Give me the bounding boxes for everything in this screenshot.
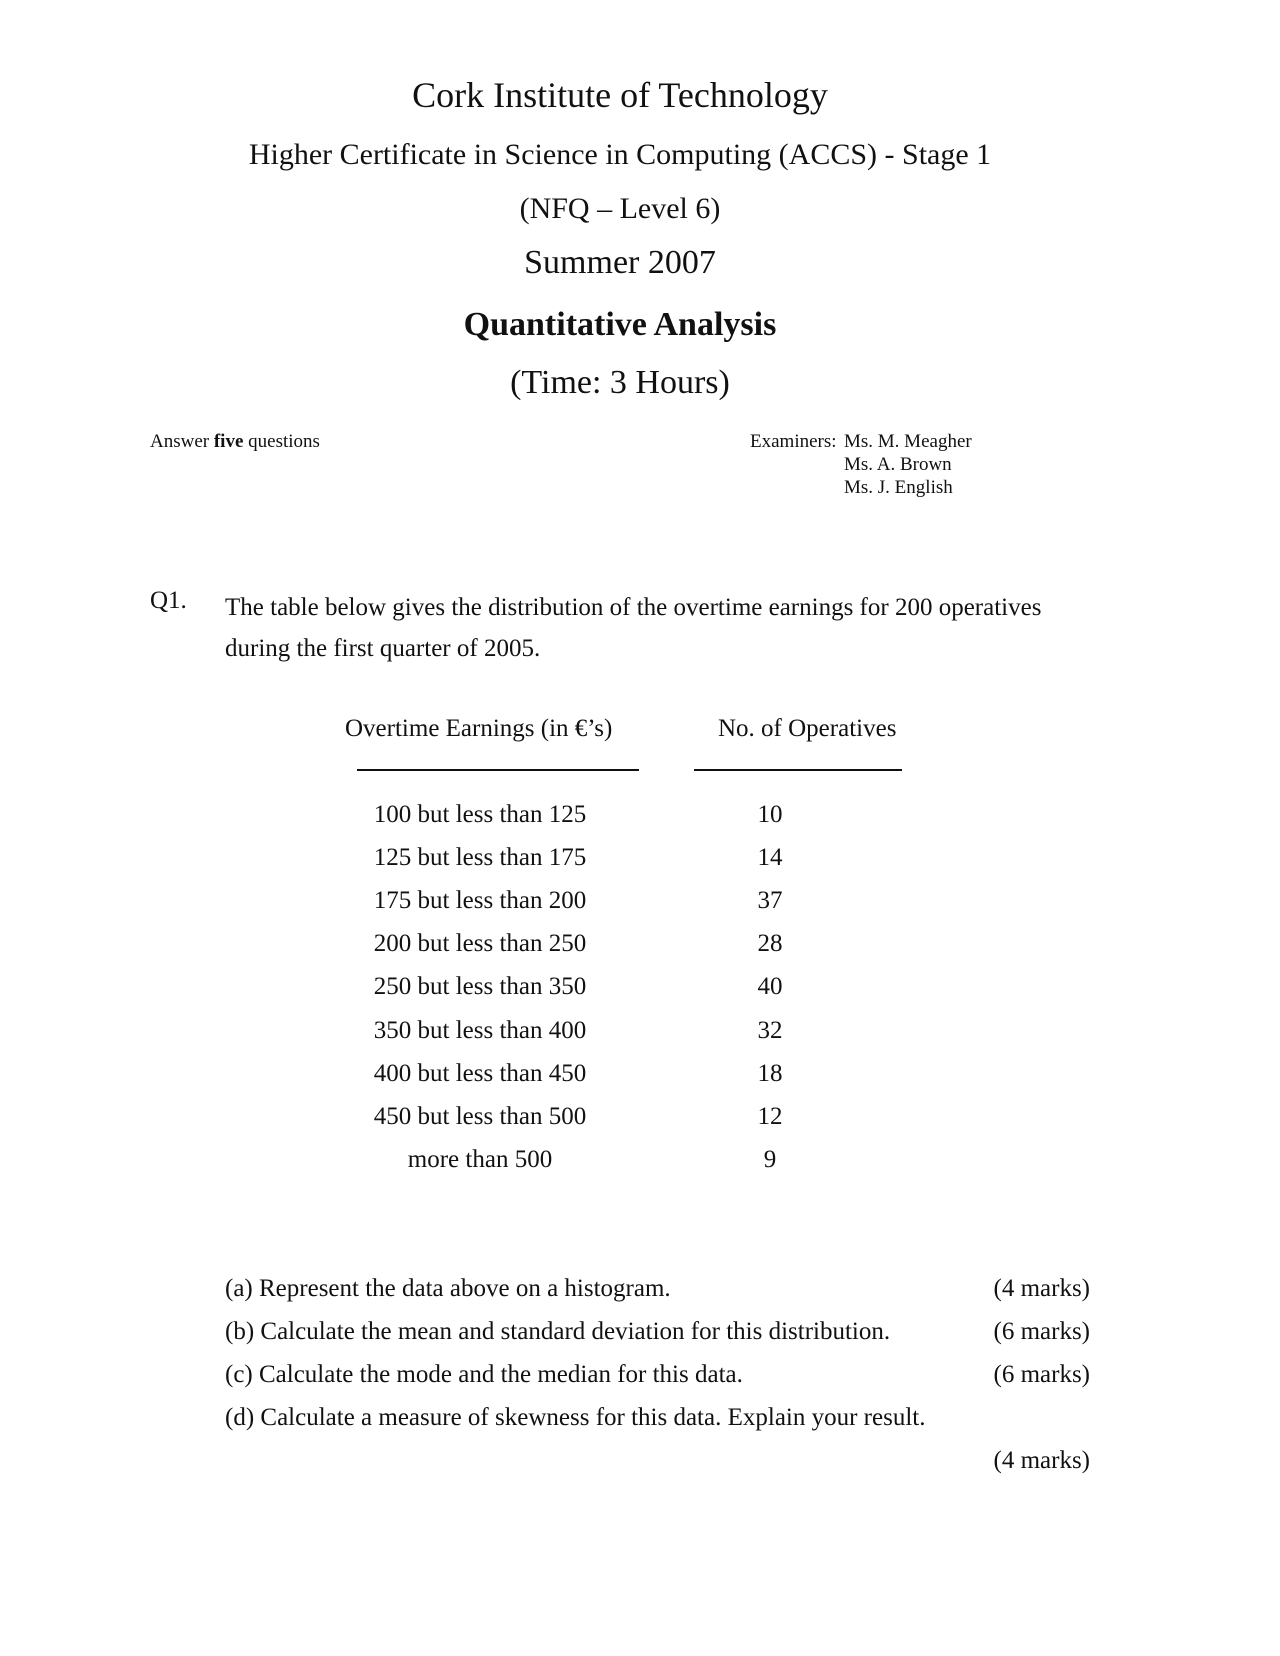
part-marks: (6 marks) [993, 1361, 1090, 1388]
part-marks: (4 marks) [993, 1275, 1090, 1302]
table-cell-operatives: 28 [757, 930, 783, 957]
header-underline [357, 769, 639, 771]
examiners-label: Examiners: [750, 431, 837, 452]
table-cell-operatives: 12 [757, 1103, 783, 1130]
exam-duration: (Time: 3 Hours) [510, 364, 730, 401]
header-underline [694, 769, 902, 771]
question-part: (d) Calculate a measure of skewness for this data. Explain your result. [225, 1404, 926, 1431]
table-cell-earnings: 175 but less than 200 [373, 887, 587, 914]
table-cell-earnings: 200 but less than 250 [373, 930, 587, 957]
table-header-earnings: Overtime Earnings (in €’s) [345, 715, 613, 742]
table-cell-operatives: 18 [757, 1060, 783, 1087]
part-marks: (4 marks) [993, 1447, 1090, 1474]
table-cell-earnings: 125 but less than 175 [373, 844, 587, 871]
exam-term: Summer 2007 [524, 244, 716, 281]
subject-title: Quantitative Analysis [463, 306, 777, 343]
programme-title: Higher Certificate in Science in Computing (ACCS) - Stage 1 [248, 138, 992, 171]
question-number: Q1. [150, 587, 187, 614]
question-part: (c) Calculate the mode and the median for this data. [225, 1361, 743, 1388]
table-cell-earnings: 250 but less than 350 [373, 973, 587, 1000]
question-text: The table below gives the distribution of the overtime earnings for 200 operatives during the first quarter of 2005. [225, 594, 1042, 662]
examiner-name: Ms. A. Brown [844, 454, 952, 475]
question-part: (a) Represent the data above on a histogram. [225, 1275, 671, 1302]
table-cell-earnings: more than 500 [407, 1146, 553, 1173]
table-cell-operatives: 14 [757, 844, 783, 871]
table-cell-earnings: 100 but less than 125 [373, 801, 587, 828]
table-cell-earnings: 450 but less than 500 [373, 1103, 587, 1130]
table-cell-operatives: 9 [763, 1146, 777, 1173]
table-cell-earnings: 400 but less than 450 [373, 1060, 587, 1087]
part-marks: (6 marks) [993, 1318, 1090, 1345]
table-cell-operatives: 37 [757, 887, 783, 914]
institution-title: Cork Institute of Technology [412, 75, 828, 115]
table-cell-earnings: 350 but less than 400 [373, 1017, 587, 1044]
examiner-name: Ms. J. English [844, 477, 953, 498]
table-cell-operatives: 10 [757, 801, 783, 828]
examiner-name: Ms. M. Meagher [844, 431, 972, 452]
answer-count: five [213, 431, 244, 452]
table-cell-operatives: 40 [757, 973, 783, 1000]
table-cell-operatives: 32 [757, 1017, 783, 1044]
question-part: (b) Calculate the mean and standard deviation for this distribution. [225, 1318, 891, 1345]
answer-suffix: questions [243, 431, 320, 452]
table-header-operatives: No. of Operatives [718, 715, 897, 742]
answer-prefix: Answer [150, 431, 214, 452]
nfq-level: (NFQ – Level 6) [519, 192, 721, 225]
answer-instruction [150, 431, 320, 453]
